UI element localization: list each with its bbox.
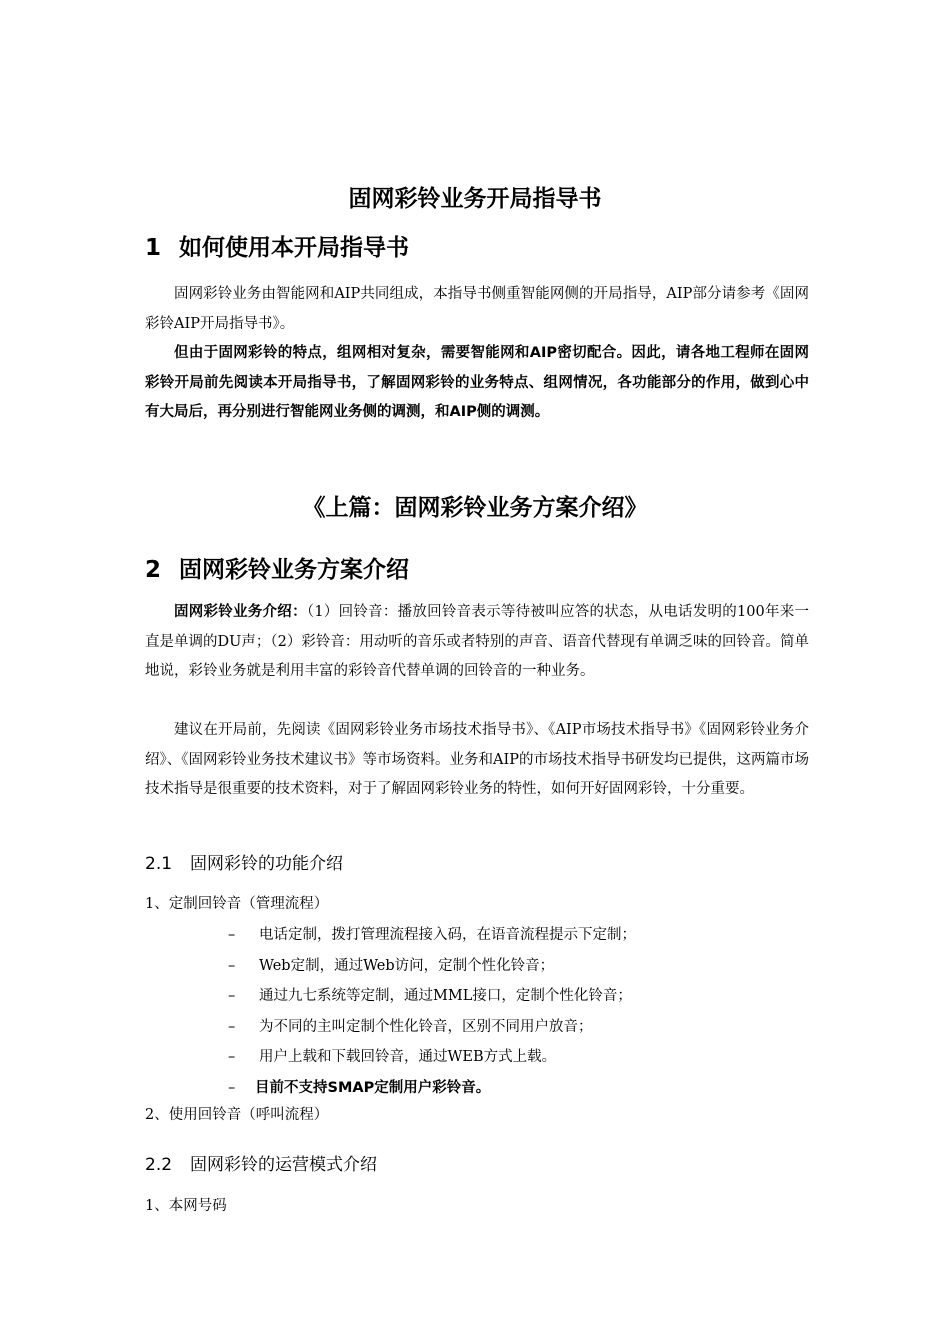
section-2-2-heading <box>145 1152 377 1178</box>
bullet-item <box>228 920 636 951</box>
bullet-item <box>228 981 636 1012</box>
bullet-text: 目前不支持SMAP定制用户彩铃音。 <box>255 1079 491 1096</box>
section-2-1-heading <box>145 851 343 877</box>
section-2-1-number: 2.1 <box>145 854 173 874</box>
section-1-paragraph-2: 但由于固网彩铃的特点，组网相对复杂，需要智能网和AIP密切配合。因此，请各地工程师在固网彩铃开局前先阅读本开局指导书，了解固网彩铃的业务特点、组网情况，各功能部分的作用，做到心中有大局后，再分别进行智能网业务侧的调测，和AIP侧的调测。 <box>145 345 809 420</box>
bullet-item <box>228 951 636 982</box>
bullet-item-bold <box>228 1073 636 1104</box>
bullet-text: Web定制，通过Web访问，定制个性化铃音； <box>259 957 555 974</box>
section-2-paragraph-1-lead: 固网彩铃业务介绍： <box>174 604 307 620</box>
dash-icon: – <box>228 988 236 1004</box>
section-2-paragraph-1 <box>145 598 809 687</box>
part-title: 《上篇：固网彩铃业务方案介绍》 <box>302 495 648 521</box>
list-item-2: 2、使用回铃音（呼叫流程） <box>145 1107 329 1123</box>
section-2-number: 2 <box>145 557 162 583</box>
section-2-paragraph-2: 建议在开局前，先阅读《固网彩铃业务市场技术指导书》、《AIP市场技术指导书》《固网彩铃业务介绍》、《固网彩铃业务技术建议书》等市场资料。业务和AIP的市场技术指导书研发均已提供，这两篇市场技术指导是很重要的技术资料，对于了解固网彩铃业务的特性，如何开好固网彩铃，十分重要。 <box>145 722 809 797</box>
bullet-text: 电话定制，拨打管理流程接入码，在语音流程提示下定制； <box>259 927 636 943</box>
dash-icon: – <box>228 1018 236 1035</box>
section-2-title: 固网彩铃业务方案介绍 <box>179 557 409 583</box>
section-1-paragraph-1: 固网彩铃业务由智能网和AIP共同组成，本指导书侧重智能网侧的开局指导，AIP部分请参考《固网彩铃AIP开局指导书》。 <box>145 286 809 332</box>
section-1-number: 1 <box>145 235 162 261</box>
section-1-title: 如何使用本开局指导书 <box>179 235 409 261</box>
section-1-heading <box>145 230 409 266</box>
bullet-text: 通过九七系统等定制，通过MML接口，定制个性化铃音； <box>259 988 632 1004</box>
dash-icon: – <box>228 1049 236 1065</box>
bullet-item <box>228 1042 636 1073</box>
dash-icon: – <box>228 927 236 943</box>
bullet-text: 用户上载和下载回铃音，通过WEB方式上载。 <box>259 1049 557 1065</box>
section-2-2-title: 固网彩铃的运营模式介绍 <box>190 1155 377 1175</box>
document-title: 固网彩铃业务开局指导书 <box>348 186 602 212</box>
dash-icon: – <box>228 1079 236 1096</box>
list-item-1: 1、定制回铃音（管理流程） <box>145 896 329 912</box>
section-2-2-number: 2.2 <box>145 1155 173 1175</box>
dash-icon: – <box>228 957 236 974</box>
section-2-heading <box>145 552 409 588</box>
bullet-item <box>228 1012 636 1043</box>
list-item-3: 1、本网号码 <box>145 1198 227 1214</box>
feature-bullet-list <box>228 920 636 1103</box>
section-2-1-title: 固网彩铃的功能介绍 <box>190 854 343 874</box>
section-2-paragraph-1-body: （1）回铃音：播放回铃音表示等待被叫应答的状态，从电话发明的100年来一直是单调的DU声；（2）彩铃音：用动听的音乐或者特别的声音、语音代替现有单调乏味的回铃音。简单地说，彩铃业务就是利用丰富的彩铃音代替单调的回铃音的一种业务。 <box>145 604 809 679</box>
bullet-text: 为不同的主叫定制个性化铃音，区别不同用户放音； <box>259 1018 593 1035</box>
